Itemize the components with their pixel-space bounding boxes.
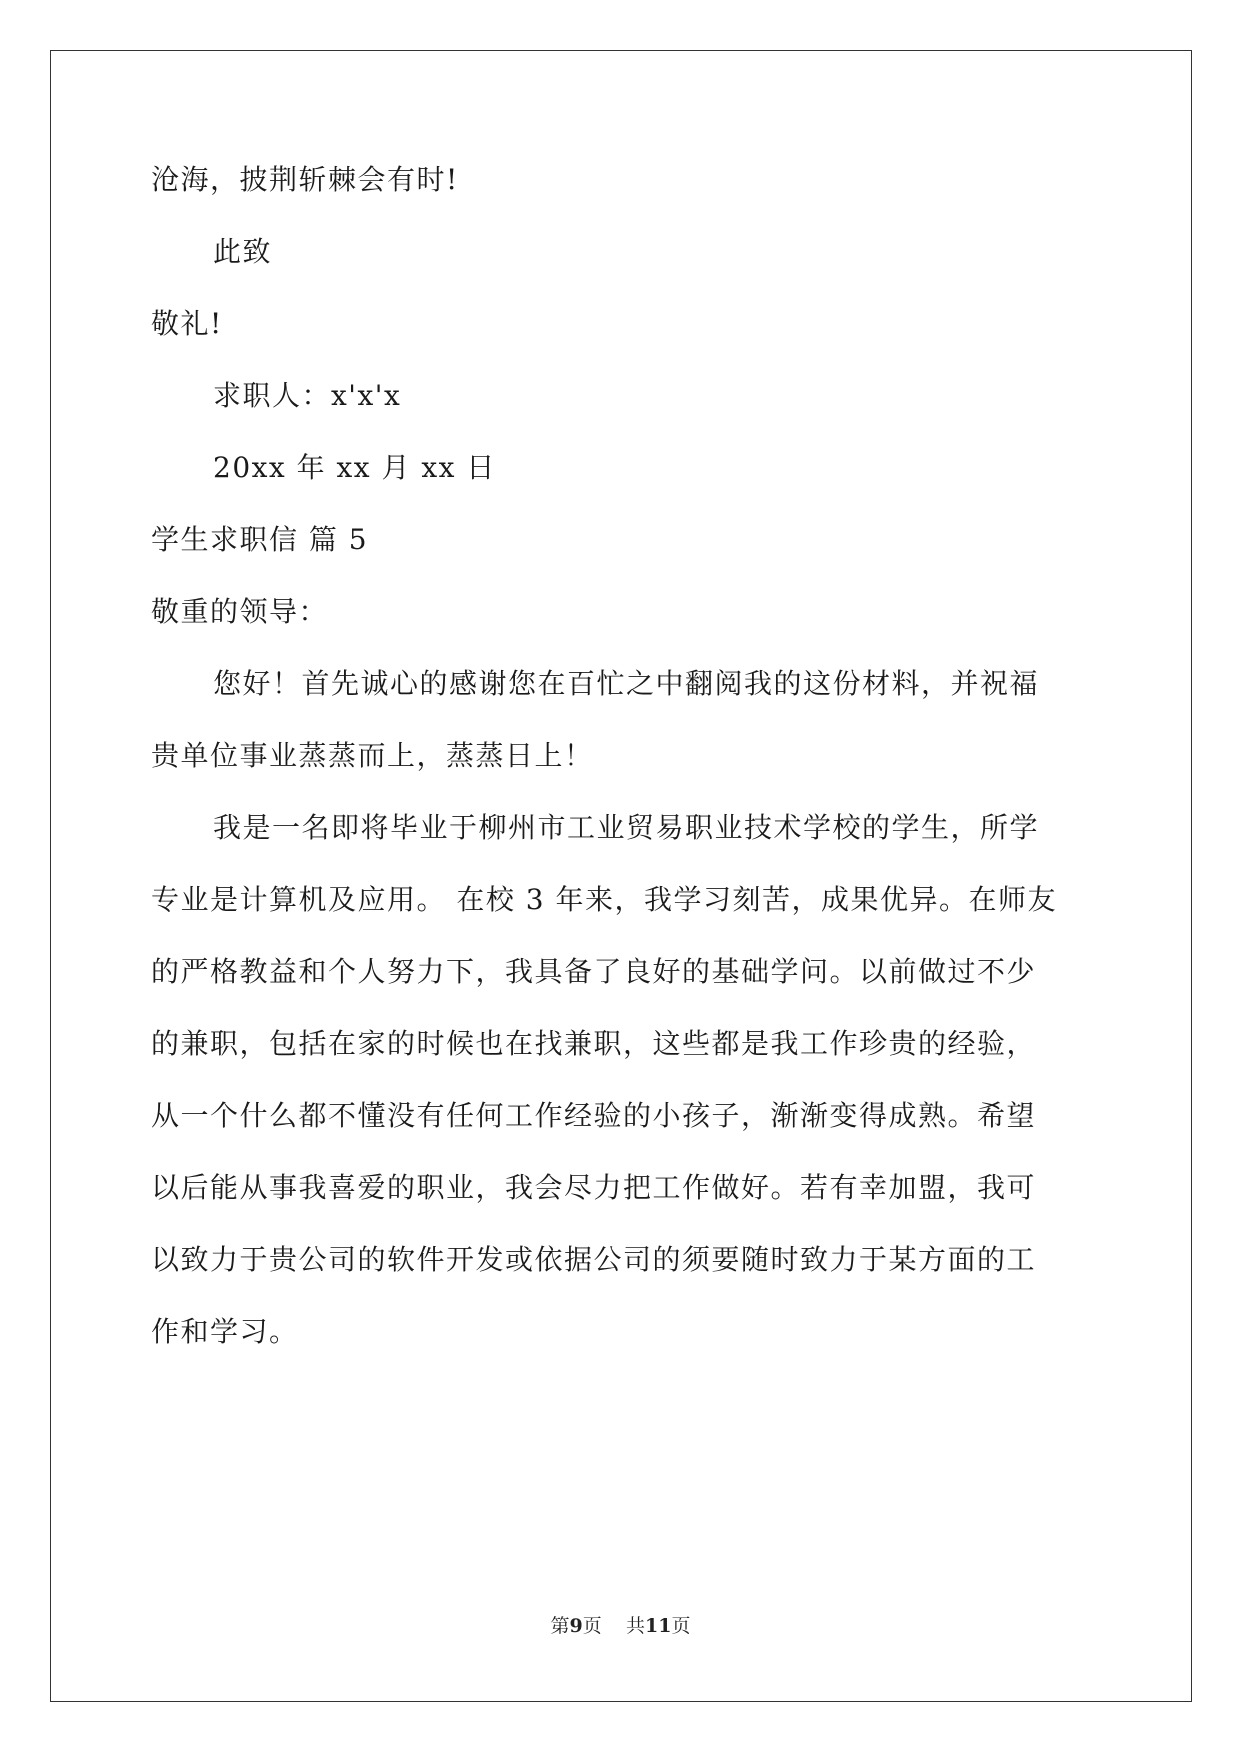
- text-line-4: 求职人：x'x'x: [213, 379, 402, 412]
- text-line-17: 作和学习。: [151, 1315, 299, 1348]
- text-line-5: 20xx 年 xx 月 xx 日: [213, 451, 496, 484]
- total-prefix: 共: [625, 1615, 645, 1637]
- text-line-9: 贵单位事业蒸蒸而上，蒸蒸日上！: [151, 739, 594, 772]
- salutation: 敬重的领导：: [151, 595, 329, 628]
- section-heading: 学生求职信 篇 5: [151, 523, 369, 556]
- text-line-2: 此致: [213, 235, 273, 268]
- text-line-12: 的严格教益和个人努力下，我具备了良好的基础学问。以前做过不少: [151, 955, 1037, 988]
- page-suffix: 页: [582, 1615, 602, 1637]
- page-prefix: 第: [550, 1615, 570, 1637]
- text-line-1: 沧海，披荆斩棘会有时!: [151, 163, 459, 196]
- text-line-14: 从一个什么都不懂没有任何工作经验的小孩子，渐渐变得成熟。希望: [151, 1099, 1037, 1132]
- text-line-11: 专业是计算机及应用。 在校 3 年来，我学习刻苦，成果优异。在师友: [151, 883, 1058, 916]
- total-suffix: 页: [671, 1615, 691, 1637]
- text-line-3: 敬礼!: [151, 307, 223, 340]
- text-line-10: 我是一名即将毕业于柳州市工业贸易职业技术学校的学生，所学: [213, 811, 1040, 844]
- text-line-16: 以致力于贵公司的软件开发或依据公司的须要随时致力于某方面的工: [151, 1243, 1037, 1276]
- page-footer: [0, 1614, 1241, 1638]
- page-border: [50, 50, 1192, 1702]
- text-line-8: 您好！首先诚心的感谢您在百忙之中翻阅我的这份材料，并祝福: [213, 667, 1040, 700]
- total-pages: 11: [644, 1615, 672, 1637]
- text-line-15: 以后能从事我喜爱的职业，我会尽力把工作做好。若有幸加盟，我可: [151, 1171, 1037, 1204]
- page-number: 9: [569, 1615, 583, 1637]
- text-line-13: 的兼职，包括在家的时候也在找兼职，这些都是我工作珍贵的经验，: [151, 1027, 1037, 1060]
